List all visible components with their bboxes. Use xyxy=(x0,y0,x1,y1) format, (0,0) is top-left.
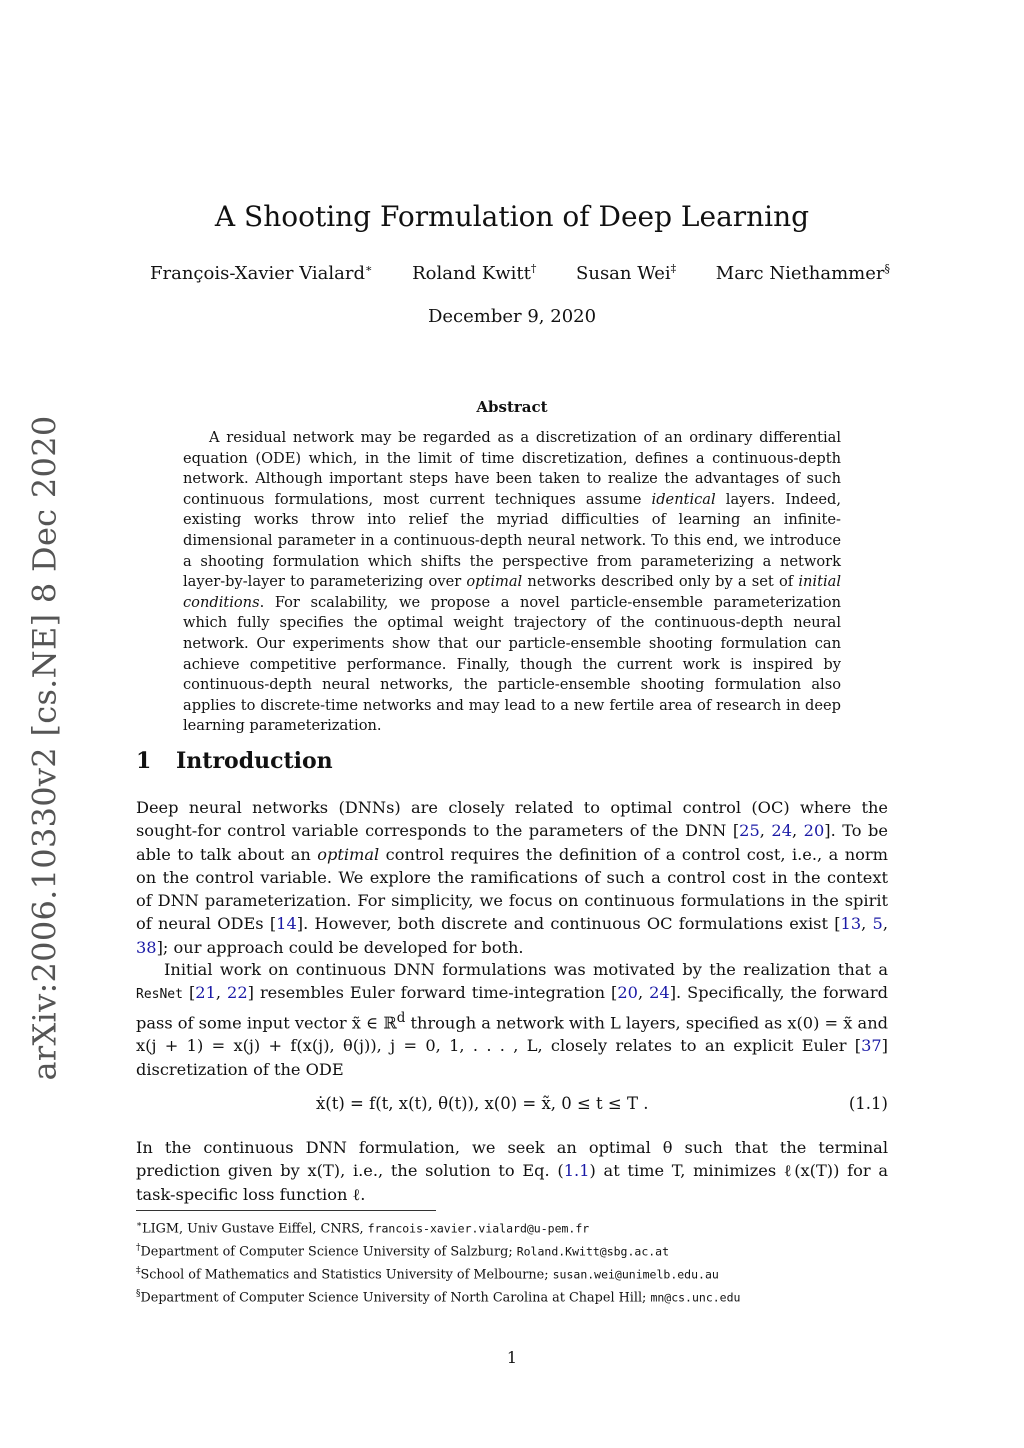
footnote-4: §Department of Computer Science University of North Carolina at Chapel Hill; mn@cs.unc.edu xyxy=(136,1288,741,1305)
footnotes xyxy=(136,1216,896,1307)
citation-link[interactable]: 20 xyxy=(803,821,825,841)
intro-paragraph-3: In the continuous DNN formulation, we seek an optimal θ such that the terminal prediction given by x(T), i.e., the solution to Eq. (1.1) at time T, minimizes ℓ(x(T)) for a task-specific loss function ℓ. xyxy=(136,1138,889,1204)
equation-ref-link[interactable]: 1.1 xyxy=(563,1161,590,1181)
email[interactable]: francois-xavier.vialard@u-pem.fr xyxy=(367,1221,590,1236)
section-title: Introduction xyxy=(176,748,333,774)
citation-link[interactable]: 24 xyxy=(771,821,793,841)
citation-link[interactable]: 24 xyxy=(649,983,670,1003)
citation-link[interactable]: 38 xyxy=(136,937,157,957)
email[interactable]: susan.wei@unimelb.edu.au xyxy=(552,1266,719,1281)
intro-paragraph-2: Initial work on continuous DNN formulations was motivated by the realization that a ResNet [21, 22] resembles Euler forward time-integration [20, 24]. Specifically, the forward pass of some input vector x̃ ∈ ℝ$^d$ through a network with L layers, specified as x(0) = x̃ and x(j + 1) = x(j) + f(x(j), θ(j)), j = 0, 1, . . . , L, closely relates to an explicit Euler [37] discretization of the ODE xyxy=(136,960,889,1079)
citation-link[interactable]: 37 xyxy=(861,1036,882,1056)
equation-body: ẋ(t) = f(t, x(t), θ(t)), x(0) = x̃, 0 ≤ t ≤ T . xyxy=(316,1094,649,1113)
citation-link[interactable]: 14 xyxy=(276,914,297,934)
citation-link[interactable]: 20 xyxy=(617,983,638,1003)
email[interactable]: Roland.Kwitt@sbg.ac.at xyxy=(516,1244,670,1259)
footnote-1: ∗LIGM, Univ Gustave Eiffel, CNRS, francois-xavier.vialard@u-pem.fr xyxy=(136,1220,590,1237)
citation-link[interactable]: 13 xyxy=(840,914,862,934)
publication-date: December 9, 2020 xyxy=(427,306,597,327)
citation-link[interactable]: 22 xyxy=(227,983,248,1003)
citation-link[interactable]: 25 xyxy=(739,821,760,841)
email[interactable]: mn@cs.unc.edu xyxy=(650,1289,741,1304)
author-list xyxy=(150,262,890,284)
author-3: Susan Wei‡ xyxy=(576,262,677,284)
abstract-body: A residual network may be regarded as a discretization of an ordinary differential equation (ODE) which, in the limit of time discretization, defines a continuous-depth network. Although important steps have been taken to realize the advantages of such continuous formulations, most current techniques assume identical layers. Indeed, existing works throw into relief the myriad difficulties of learning an infinite-dimensional parameter in a continuous-depth neural network. To this end, we introduce a shooting formulation which shifts the perspective from parameterizing a network layer-by-layer to parameterizing over optimal networks described only by a set of initial conditions. For scalability, we propose a novel particle-ensemble parameterization which fully specifies the optimal weight trajectory of the continuous-depth neural network. Our experiments show that our particle-ensemble shooting formulation can achieve competitive performance. Finally, though the current work is inspired by continuous-depth neural networks, the particle-ensemble shooting formulation also applies to discrete-time networks and may lead to a new fertile area of research in deep learning parameterization. xyxy=(183,429,841,735)
citation-link[interactable]: 21 xyxy=(195,983,216,1003)
author-1: François-Xavier Vialard∗ xyxy=(150,262,373,284)
author-4: Marc Niethammer§ xyxy=(715,262,890,284)
resnet-code: ResNet xyxy=(136,987,183,1003)
paper-title: A Shooting Formulation of Deep Learning xyxy=(214,200,810,233)
footnote-3: ‡School of Mathematics and Statistics University of Melbourne; susan.wei@unimelb.edu.au xyxy=(136,1265,719,1282)
abstract-heading: Abstract xyxy=(476,398,548,416)
page-number: 1 xyxy=(506,1348,518,1367)
section-number: 1 xyxy=(136,748,152,774)
equation-label: (1.1) xyxy=(848,1094,888,1113)
arxiv-identifier: arXiv:2006.10330v2 [cs.NE] 8 Dec 2020 xyxy=(26,415,65,1081)
footnote-divider xyxy=(136,1210,436,1211)
citation-link[interactable]: 5 xyxy=(872,914,883,934)
footnote-2: †Department of Computer Science University of Salzburg; Roland.Kwitt@sbg.ac.at xyxy=(136,1242,670,1260)
arxiv-identifier-sidebar xyxy=(25,415,65,1081)
author-2: Roland Kwitt† xyxy=(412,262,537,284)
intro-paragraph-1: Deep neural networks (DNNs) are closely related to optimal control (OC) where the sought-for control variable corresponds to the parameters of the DNN [25, 24, 20]. To be able to talk about an optimal control requires the definition of a control cost, i.e., a norm on the control variable. We explore the ramifications of such a control cost in the context of DNN parameterization. For simplicity, we focus on continuous formulations in the spirit of neural ODEs [14]. However, both discrete and continuous OC formulations exist [13, 5, 38]; our approach could be developed for both. xyxy=(136,798,889,957)
section-heading xyxy=(136,748,333,774)
